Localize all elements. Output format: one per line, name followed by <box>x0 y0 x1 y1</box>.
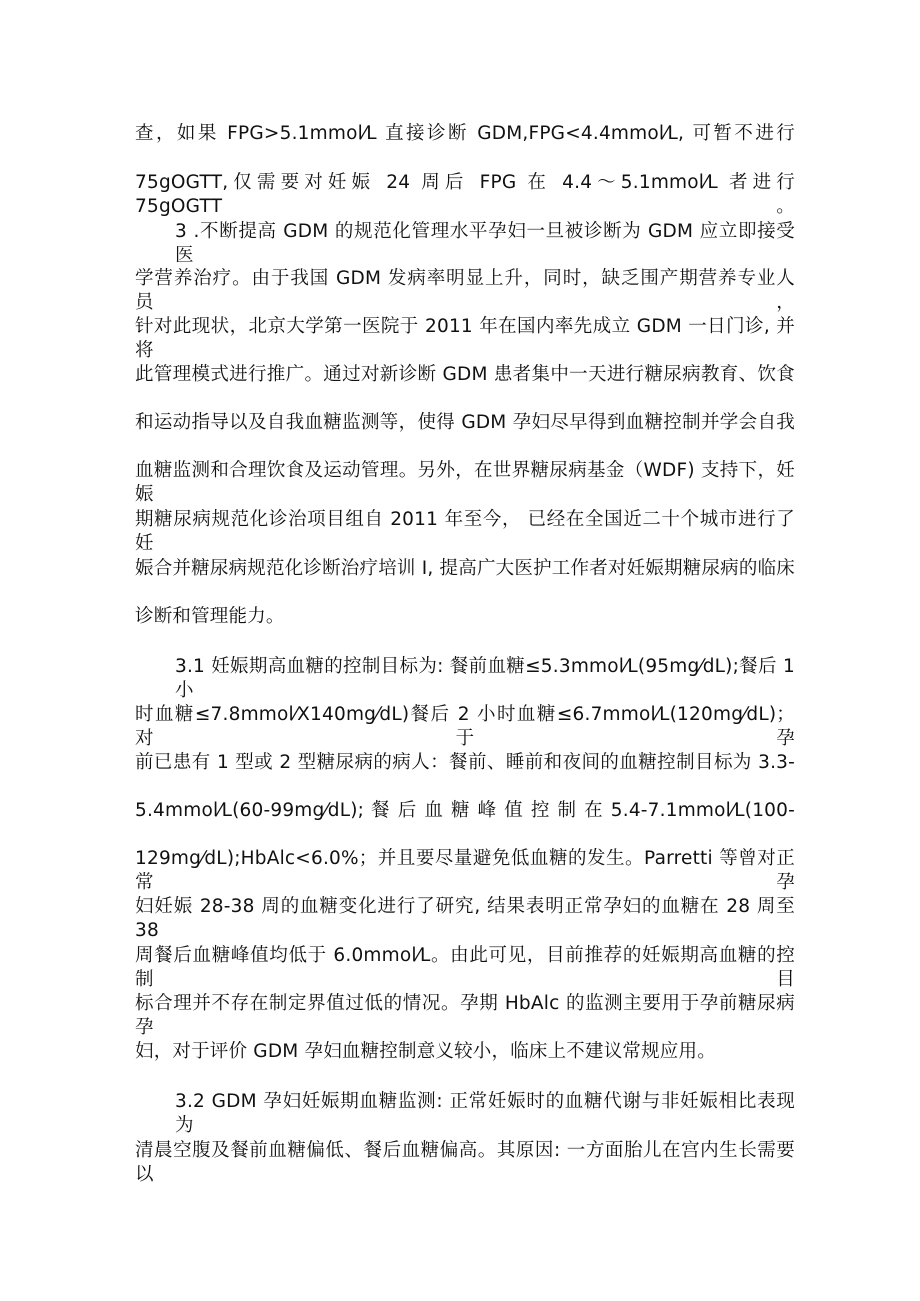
text-line: 学营养治疗。由于我国 GDM 发病率明显上升，同时，缺乏围产期营养专业人员， <box>135 268 795 313</box>
text-line: 娠合并糖尿病规范化诊断治疗培训 I, 提高广大医护工作者对妊娠期糖尿病的临床 <box>135 558 795 579</box>
text-line: 时血糖≤7.8mmol⁄X140mg⁄dL)餐后 2 小时血糖≤6.7mmol⁄L(120mg⁄dL)；对于孕 <box>135 704 795 749</box>
text-line: 清晨空腹及餐前血糖偏低、餐后血糖偏高。其原因: 一方面胎儿在宫内生长需要以 <box>135 1140 795 1185</box>
paragraph-3-heading-line: 3 .不断提高 GDM 的规范化管理水平孕妇一旦被诊断为 GDM 应立即接受医 <box>175 221 795 266</box>
text-line: 周餐后血糖峰值均低于 6.0mmol⁄L。由此可见，目前推荐的妊娠期高血糖的控制目 <box>135 945 795 990</box>
text-line: 75gOGTT,仅需要对妊娠 24 周后 FPG 在 4.4～5.1mmol⁄L 者进行 75gOGTT。 <box>135 172 795 217</box>
section-3-2-heading-line: 3.2 GDM 孕妇妊娠期血糖监测: 正常妊娠时的血糖代谢与非妊娠相比表现为 <box>175 1091 795 1136</box>
text-line: 129mg⁄dL);HbAlc<6.0%；并且要尽量避免低血糖的发生。Parretti 等曾对正常孕 <box>135 848 795 893</box>
section-3-1-heading-line: 3.1 妊娠期高血糖的控制目标为: 餐前血糖≤5.3mmol⁄L(95mg⁄dL);餐后 1 小 <box>175 656 795 701</box>
text-line: 诊断和管理能力。 <box>135 606 285 627</box>
text-line: 妇妊娠 28-38 周的血糖变化进行了研究, 结果表明正常孕妇的血糖在 28 周至 38 <box>135 896 795 941</box>
text-line: 5.4mmol⁄L(60-99mg⁄dL); 餐 后 血 糖 峰 值 控 制 在 5.4-7.1mmol⁄L(100- <box>135 800 795 821</box>
text-line: 前已患有 1 型或 2 型糖尿病的病人：餐前、睡前和夜间的血糖控制目标为 3.3- <box>135 752 795 773</box>
text-line: 期糖尿病规范化诊治项目组自 2011 年至今， 已经在全国近二十个城市进行了妊 <box>135 509 795 554</box>
text-line: 妇，对于评价 GDM 孕妇血糖控制意义较小，临床上不建议常规应用。 <box>135 1041 716 1062</box>
text-line: 和运动指导以及自我血糖监测等，使得 GDM 孕妇尽早得到血糖控制并学会自我 <box>135 412 795 433</box>
text-line: 查，如果 FPG>5.1mmol⁄L 直接诊断 GDM,FPG<4.4mmol⁄L, 可暂不进行 <box>135 123 795 144</box>
text-line: 血糖监测和合理饮食及运动管理。另外，在世界糖尿病基金（WDF) 支持下，妊娠 <box>135 460 795 505</box>
text-line: 标合理并不存在制定界值过低的情况。孕期 HbAlc 的监测主要用于孕前糖尿病孕 <box>135 993 795 1038</box>
text-line: 此管理模式进行推广。通过对新诊断 GDM 患者集中一天进行糖尿病教育、饮食 <box>135 364 795 385</box>
text-line: 针对此现状，北京大学第一医院于 2011 年在国内率先成立 GDM 一日门诊, 并将 <box>135 316 795 361</box>
